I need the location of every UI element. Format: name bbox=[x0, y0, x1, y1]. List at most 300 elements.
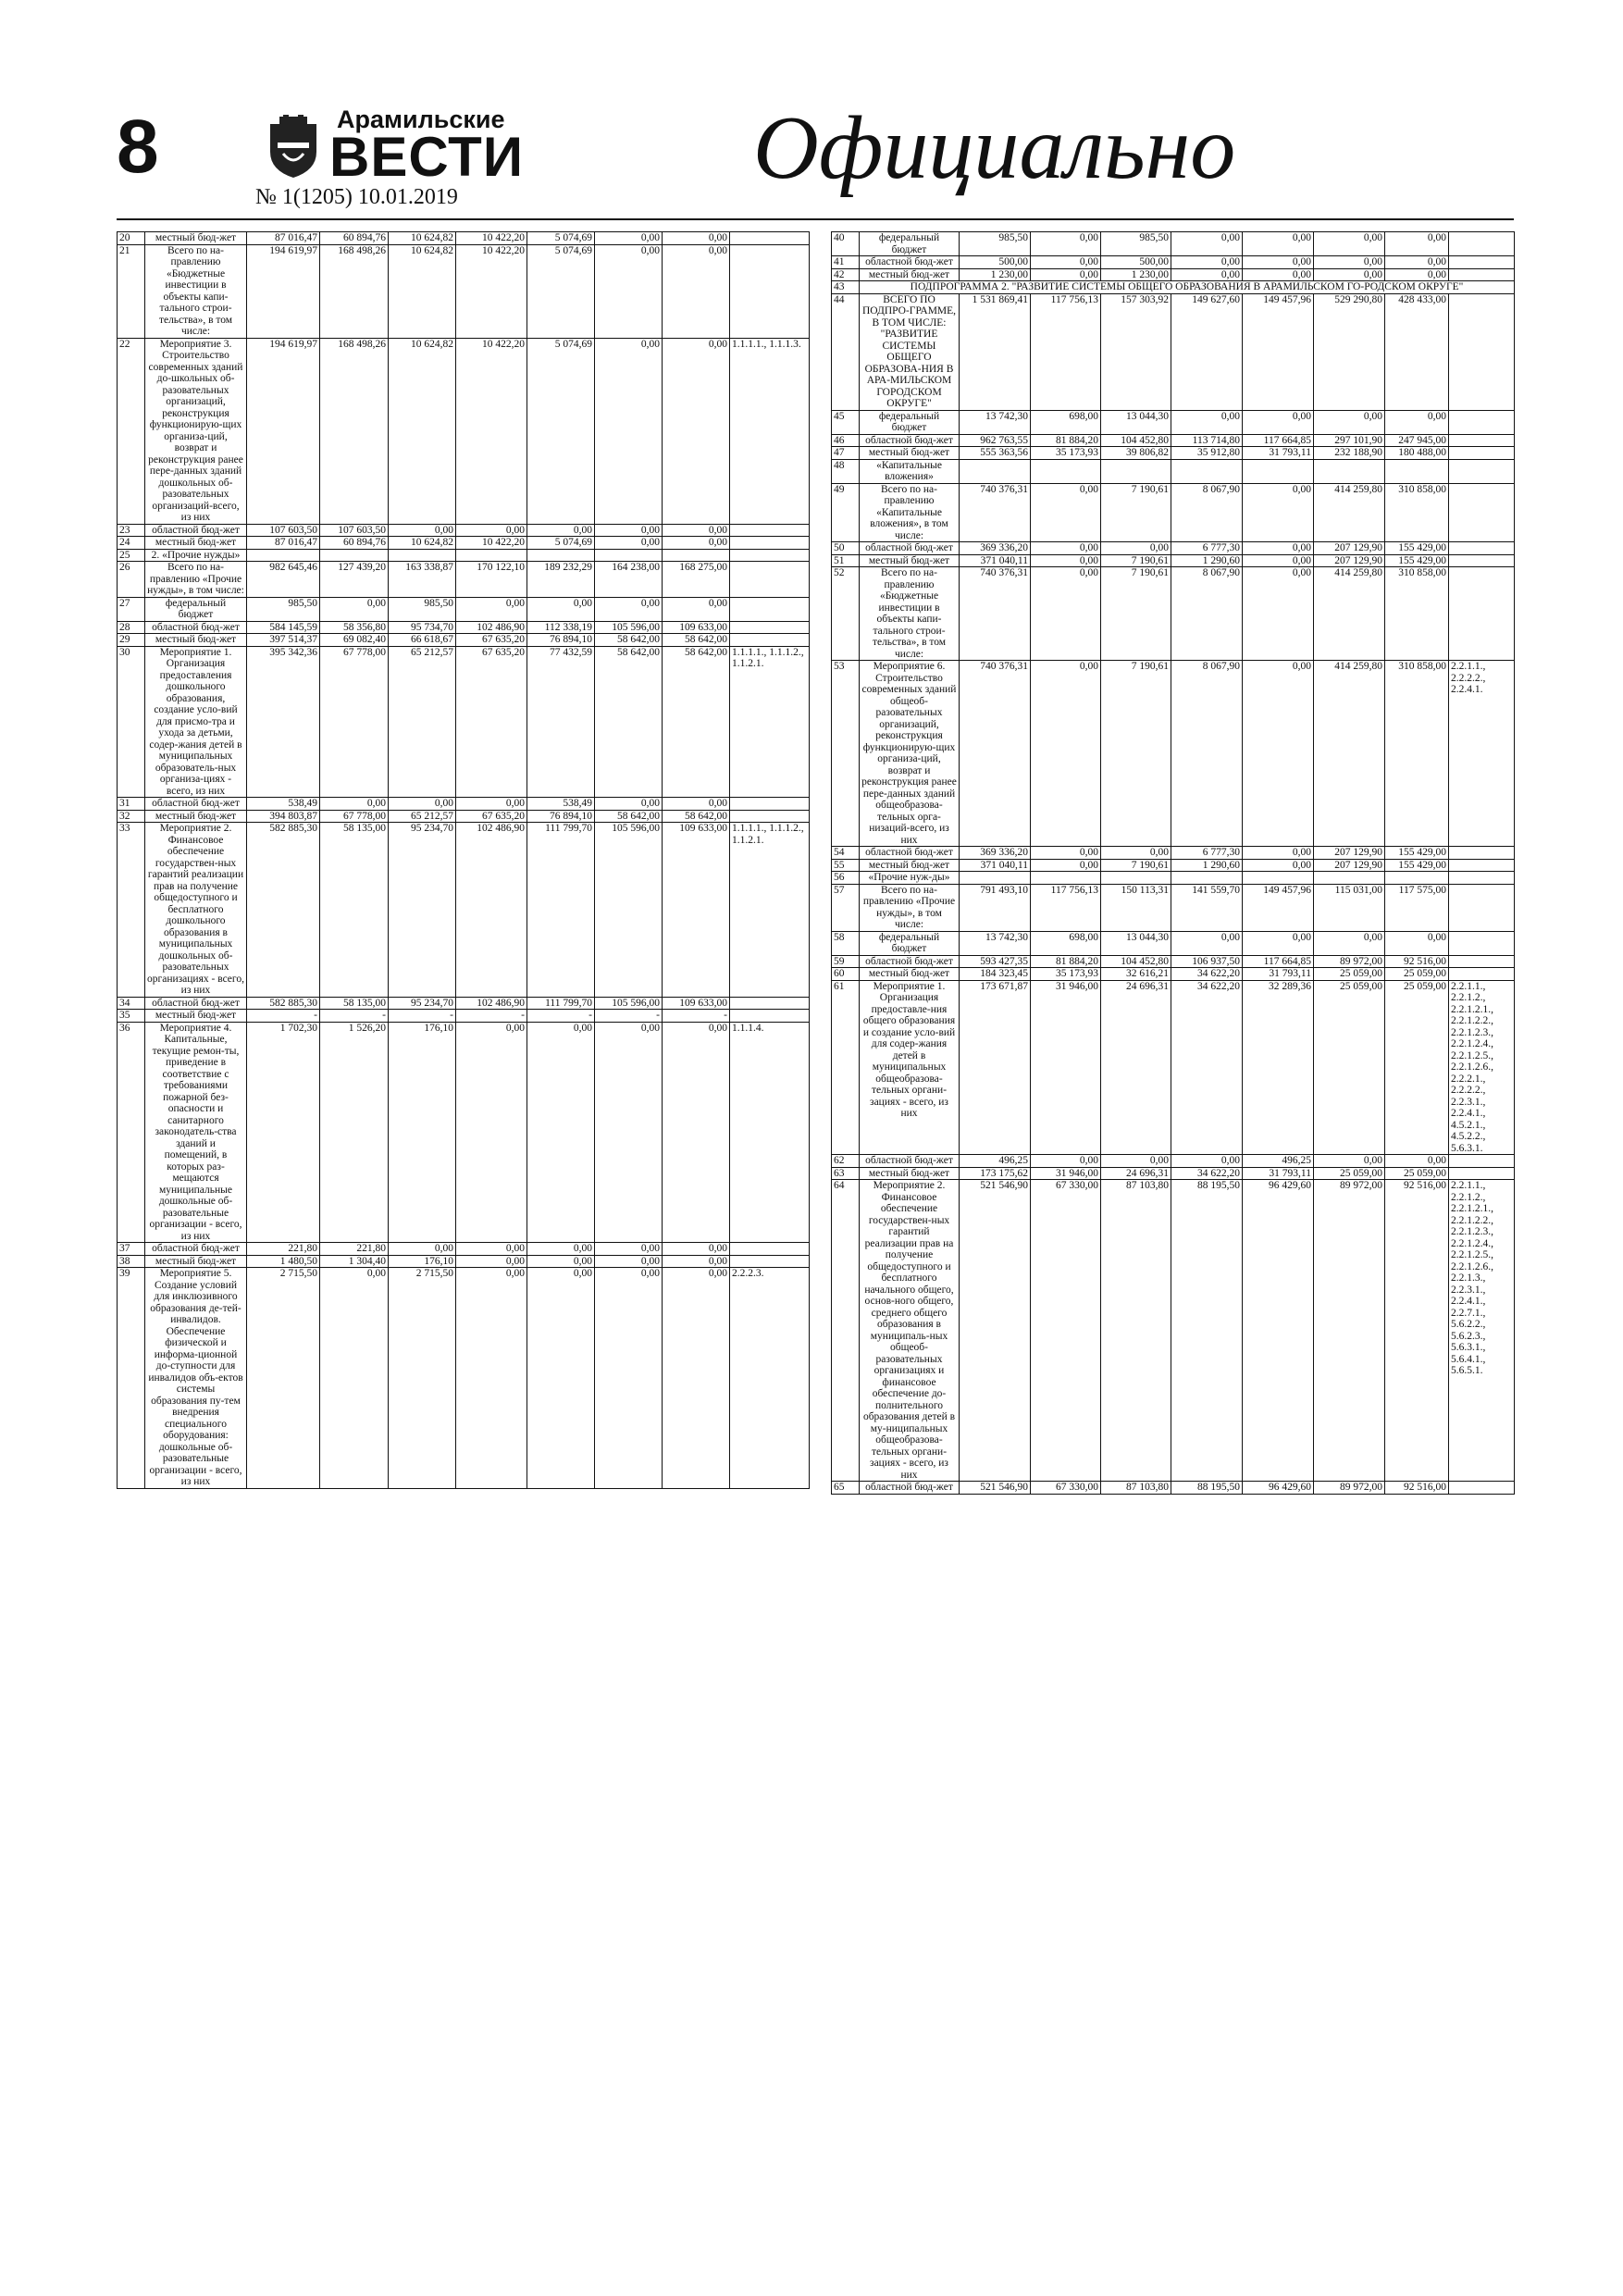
value-cell: 538,49 bbox=[247, 798, 320, 811]
row-name: местный бюд-жет bbox=[145, 634, 247, 647]
reference-cell bbox=[1449, 434, 1515, 447]
value-cell: 65 212,57 bbox=[389, 810, 456, 823]
value-cell: 0,00 bbox=[663, 597, 730, 621]
value-cell: 13 044,30 bbox=[1101, 410, 1171, 434]
reference-cell: 1.1.1.4. bbox=[730, 1022, 810, 1243]
value-cell: 0,00 bbox=[1314, 931, 1385, 955]
value-cell: 105 596,00 bbox=[595, 997, 663, 1010]
value-cell: 117 756,13 bbox=[1031, 884, 1101, 931]
value-cell: 76 894,10 bbox=[527, 634, 595, 647]
row-name: областной бюд-жет bbox=[860, 955, 960, 968]
value-cell: 0,00 bbox=[595, 1022, 663, 1243]
table-row bbox=[118, 621, 810, 634]
value-cell: 529 290,80 bbox=[1314, 293, 1385, 410]
value-cell: 0,00 bbox=[1243, 567, 1314, 661]
value-cell: 395 342,36 bbox=[247, 646, 320, 798]
row-number: 22 bbox=[118, 338, 145, 524]
value-cell: 194 619,97 bbox=[247, 338, 320, 524]
row-number: 33 bbox=[118, 823, 145, 998]
value-cell: 60 894,76 bbox=[320, 537, 389, 550]
value-cell: 7 190,61 bbox=[1101, 483, 1171, 542]
value-cell: 155 429,00 bbox=[1385, 542, 1449, 555]
table-row bbox=[832, 232, 1515, 256]
value-cell: 176,10 bbox=[389, 1022, 456, 1243]
value-cell bbox=[527, 549, 595, 562]
value-cell: 65 212,57 bbox=[389, 646, 456, 798]
value-cell: 81 884,20 bbox=[1031, 955, 1101, 968]
row-name: федеральный бюджет bbox=[860, 232, 960, 256]
reference-cell bbox=[1449, 447, 1515, 460]
value-cell: 117 664,85 bbox=[1243, 955, 1314, 968]
value-cell: 189 232,29 bbox=[527, 562, 595, 598]
value-cell: 10 422,20 bbox=[456, 244, 527, 338]
value-cell: 0,00 bbox=[1243, 410, 1314, 434]
value-cell: 7 190,61 bbox=[1101, 661, 1171, 847]
value-cell: 0,00 bbox=[1385, 931, 1449, 955]
value-cell: 5 074,69 bbox=[527, 338, 595, 524]
table-row bbox=[832, 567, 1515, 661]
row-number: 36 bbox=[118, 1022, 145, 1243]
table-row bbox=[118, 244, 810, 338]
value-cell: 0,00 bbox=[527, 524, 595, 537]
table-row bbox=[832, 293, 1515, 410]
reference-cell bbox=[1449, 268, 1515, 281]
row-name: областной бюд-жет bbox=[860, 434, 960, 447]
row-name: местный бюд-жет bbox=[860, 859, 960, 872]
reference-cell bbox=[1449, 884, 1515, 931]
value-cell: 111 799,70 bbox=[527, 997, 595, 1010]
table-row bbox=[832, 447, 1515, 460]
value-cell: 593 427,35 bbox=[960, 955, 1031, 968]
value-cell: 87 103,80 bbox=[1101, 1482, 1171, 1495]
value-cell bbox=[1243, 459, 1314, 483]
value-cell: 67 330,00 bbox=[1031, 1180, 1101, 1482]
value-cell: 6 777,30 bbox=[1171, 847, 1243, 860]
value-cell: 791 493,10 bbox=[960, 884, 1031, 931]
value-cell bbox=[247, 549, 320, 562]
row-name: областной бюд-жет bbox=[145, 1243, 247, 1256]
value-cell: 69 082,40 bbox=[320, 634, 389, 647]
value-cell: 25 059,00 bbox=[1314, 1167, 1385, 1180]
value-cell: 8 067,90 bbox=[1171, 567, 1243, 661]
value-cell: 105 596,00 bbox=[595, 621, 663, 634]
value-cell: 538,49 bbox=[527, 798, 595, 811]
value-cell: 31 946,00 bbox=[1031, 1167, 1101, 1180]
value-cell: 0,00 bbox=[1243, 661, 1314, 847]
value-cell: 10 624,82 bbox=[389, 537, 456, 550]
value-cell: 10 624,82 bbox=[389, 338, 456, 524]
value-cell: - bbox=[389, 1010, 456, 1023]
value-cell: 740 376,31 bbox=[960, 567, 1031, 661]
value-cell: 109 633,00 bbox=[663, 823, 730, 998]
reference-cell bbox=[1449, 931, 1515, 955]
row-number: 27 bbox=[118, 597, 145, 621]
row-number: 45 bbox=[832, 410, 860, 434]
value-cell: 0,00 bbox=[1385, 232, 1449, 256]
value-cell: 0,00 bbox=[1243, 859, 1314, 872]
value-cell: 168 275,00 bbox=[663, 562, 730, 598]
reference-cell bbox=[1449, 567, 1515, 661]
row-name: Всего по на-правлению «Прочие нужды», в том числе: bbox=[145, 562, 247, 598]
reference-cell bbox=[1449, 859, 1515, 872]
value-cell: 176,10 bbox=[389, 1255, 456, 1268]
value-cell: 0,00 bbox=[389, 1243, 456, 1256]
value-cell: 414 259,80 bbox=[1314, 661, 1385, 847]
value-cell: 10 624,82 bbox=[389, 244, 456, 338]
row-number: 42 bbox=[832, 268, 860, 281]
value-cell: 58 642,00 bbox=[595, 646, 663, 798]
reference-cell bbox=[1449, 847, 1515, 860]
value-cell: 0,00 bbox=[595, 232, 663, 245]
table-row bbox=[118, 562, 810, 598]
value-cell: 5 074,69 bbox=[527, 232, 595, 245]
reference-cell bbox=[1449, 554, 1515, 567]
table-row bbox=[832, 1482, 1515, 1495]
value-cell bbox=[320, 549, 389, 562]
value-cell: 0,00 bbox=[663, 1022, 730, 1243]
reference-cell bbox=[1449, 293, 1515, 410]
row-number: 64 bbox=[832, 1180, 860, 1482]
table-row bbox=[118, 1022, 810, 1243]
value-cell: 92 516,00 bbox=[1385, 1180, 1449, 1482]
value-cell: 0,00 bbox=[389, 524, 456, 537]
value-cell bbox=[389, 549, 456, 562]
value-cell: 221,80 bbox=[247, 1243, 320, 1256]
row-number: 39 bbox=[118, 1268, 145, 1489]
value-cell: 58 642,00 bbox=[663, 646, 730, 798]
table-row bbox=[118, 338, 810, 524]
row-name: «Прочие нуж-ды» bbox=[860, 872, 960, 885]
value-cell: 58 642,00 bbox=[663, 634, 730, 647]
value-cell: 0,00 bbox=[1171, 232, 1243, 256]
value-cell: 87 016,47 bbox=[247, 537, 320, 550]
value-cell: 521 546,90 bbox=[960, 1180, 1031, 1482]
reference-cell bbox=[1449, 872, 1515, 885]
row-name: местный бюд-жет bbox=[860, 968, 960, 981]
value-cell: 58 356,80 bbox=[320, 621, 389, 634]
row-name: 2. «Прочие нужды» bbox=[145, 549, 247, 562]
value-cell: 0,00 bbox=[663, 338, 730, 524]
value-cell: 163 338,87 bbox=[389, 562, 456, 598]
row-number: 41 bbox=[832, 256, 860, 269]
value-cell: 0,00 bbox=[1385, 410, 1449, 434]
value-cell: 0,00 bbox=[1314, 1155, 1385, 1168]
value-cell: 67 778,00 bbox=[320, 646, 389, 798]
row-name: местный бюд-жет bbox=[860, 447, 960, 460]
table-row bbox=[832, 459, 1515, 483]
value-cell: 0,00 bbox=[1171, 1155, 1243, 1168]
row-name: Всего по на-правлению «Бюджетные инвестиции в объекты капи-тального строи-тельства», в том числе: bbox=[860, 567, 960, 661]
value-cell: 0,00 bbox=[1031, 483, 1101, 542]
value-cell: 87 103,80 bbox=[1101, 1180, 1171, 1482]
value-cell: 310 858,00 bbox=[1385, 661, 1449, 847]
row-number: 25 bbox=[118, 549, 145, 562]
table-row bbox=[118, 823, 810, 998]
value-cell: 985,50 bbox=[389, 597, 456, 621]
value-cell: 31 793,11 bbox=[1243, 447, 1314, 460]
reference-cell bbox=[1449, 256, 1515, 269]
table-row bbox=[832, 859, 1515, 872]
value-cell: 35 173,93 bbox=[1031, 968, 1101, 981]
value-cell: 10 422,20 bbox=[456, 537, 527, 550]
value-cell: 740 376,31 bbox=[960, 661, 1031, 847]
row-number: 47 bbox=[832, 447, 860, 460]
value-cell: 60 894,76 bbox=[320, 232, 389, 245]
value-cell: 1 531 869,41 bbox=[960, 293, 1031, 410]
reference-cell bbox=[1449, 410, 1515, 434]
row-name: областной бюд-жет bbox=[860, 1155, 960, 1168]
section-title: Официально bbox=[753, 98, 1236, 198]
value-cell: 155 429,00 bbox=[1385, 554, 1449, 567]
table-row bbox=[832, 872, 1515, 885]
value-cell bbox=[960, 459, 1031, 483]
value-cell: 0,00 bbox=[1171, 410, 1243, 434]
row-name: областной бюд-жет bbox=[145, 621, 247, 634]
value-cell: 0,00 bbox=[456, 597, 527, 621]
reference-cell bbox=[730, 549, 810, 562]
value-cell: 297 101,90 bbox=[1314, 434, 1385, 447]
value-cell: 0,00 bbox=[1031, 847, 1101, 860]
value-cell: 207 129,90 bbox=[1314, 542, 1385, 555]
value-cell: 107 603,50 bbox=[247, 524, 320, 537]
row-name: местный бюд-жет bbox=[145, 232, 247, 245]
value-cell: 8 067,90 bbox=[1171, 483, 1243, 542]
row-number: 55 bbox=[832, 859, 860, 872]
value-cell: 149 457,96 bbox=[1243, 293, 1314, 410]
value-cell: 173 671,87 bbox=[960, 980, 1031, 1155]
reference-cell: 1.1.1.1., 1.1.1.2., 1.1.2.1. bbox=[730, 823, 810, 998]
value-cell: 117 664,85 bbox=[1243, 434, 1314, 447]
value-cell: 985,50 bbox=[247, 597, 320, 621]
value-cell: 67 778,00 bbox=[320, 810, 389, 823]
value-cell: 24 696,31 bbox=[1101, 1167, 1171, 1180]
value-cell: 32 616,21 bbox=[1101, 968, 1171, 981]
value-cell: 170 122,10 bbox=[456, 562, 527, 598]
row-name: Мероприятие 5. Создание условий для инклюзивного образования де-тей-инвалидов. Обеспечение физической и информа-ционной до-ступности для инвалидов объ-ектов системы образования пу-тем внедрения специального оборудования: дошкольные об-разовательные организации - всего, из них bbox=[145, 1268, 247, 1489]
reference-cell bbox=[730, 524, 810, 537]
reference-cell bbox=[730, 997, 810, 1010]
value-cell: 5 074,69 bbox=[527, 537, 595, 550]
value-cell: 25 059,00 bbox=[1314, 968, 1385, 981]
row-number: 34 bbox=[118, 997, 145, 1010]
reference-cell bbox=[1449, 968, 1515, 981]
value-cell: 0,00 bbox=[595, 537, 663, 550]
value-cell: 25 059,00 bbox=[1385, 980, 1449, 1155]
table-row bbox=[118, 549, 810, 562]
row-number: 52 bbox=[832, 567, 860, 661]
value-cell: 0,00 bbox=[1243, 847, 1314, 860]
value-cell: 104 452,80 bbox=[1101, 955, 1171, 968]
value-cell: 0,00 bbox=[456, 1022, 527, 1243]
row-name: областной бюд-жет bbox=[860, 847, 960, 860]
value-cell: 0,00 bbox=[456, 1255, 527, 1268]
row-number: 49 bbox=[832, 483, 860, 542]
value-cell: 0,00 bbox=[1031, 256, 1101, 269]
newspaper-logo bbox=[255, 104, 524, 187]
reference-cell: 2.2.2.3. bbox=[730, 1268, 810, 1489]
table-row bbox=[832, 554, 1515, 567]
reference-cell bbox=[730, 1243, 810, 1256]
value-cell: 88 195,50 bbox=[1171, 1482, 1243, 1495]
row-number: 44 bbox=[832, 293, 860, 410]
value-cell: 247 945,00 bbox=[1385, 434, 1449, 447]
row-name: Мероприятие 1. Организация предоставле-ния общего образования и создание усло-вий для содер-жания детей в муниципальных общеобразова-тельных органи-зациях - всего, из них bbox=[860, 980, 960, 1155]
reference-cell bbox=[1449, 459, 1515, 483]
value-cell: 0,00 bbox=[527, 1243, 595, 1256]
row-name: Всего по на-правлению «Бюджетные инвестиции в объекты капи-тального строи-тельства», в том числе: bbox=[145, 244, 247, 338]
value-cell: 77 432,59 bbox=[527, 646, 595, 798]
value-cell: 13 742,30 bbox=[960, 931, 1031, 955]
value-cell bbox=[1101, 459, 1171, 483]
value-cell: 0,00 bbox=[527, 1255, 595, 1268]
value-cell: 87 016,47 bbox=[247, 232, 320, 245]
table-row bbox=[118, 597, 810, 621]
table-row bbox=[832, 955, 1515, 968]
value-cell: 414 259,80 bbox=[1314, 483, 1385, 542]
value-cell: 58 642,00 bbox=[663, 810, 730, 823]
value-cell: 149 457,96 bbox=[1243, 884, 1314, 931]
value-cell: 113 714,80 bbox=[1171, 434, 1243, 447]
value-cell: 1 290,60 bbox=[1171, 859, 1243, 872]
table-row bbox=[832, 410, 1515, 434]
value-cell: 95 234,70 bbox=[389, 823, 456, 998]
value-cell: 584 145,59 bbox=[247, 621, 320, 634]
table-row bbox=[118, 232, 810, 245]
value-cell: 6 777,30 bbox=[1171, 542, 1243, 555]
value-cell: 96 429,60 bbox=[1243, 1482, 1314, 1495]
reference-cell bbox=[730, 634, 810, 647]
value-cell: - bbox=[456, 1010, 527, 1023]
value-cell: 0,00 bbox=[1171, 268, 1243, 281]
value-cell: 555 363,56 bbox=[960, 447, 1031, 460]
row-number: 56 bbox=[832, 872, 860, 885]
value-cell: 8 067,90 bbox=[1171, 661, 1243, 847]
value-cell: 7 190,61 bbox=[1101, 554, 1171, 567]
value-cell: 1 702,30 bbox=[247, 1022, 320, 1243]
budget-table-left bbox=[117, 231, 810, 1489]
value-cell: 0,00 bbox=[595, 1268, 663, 1489]
value-cell: 7 190,61 bbox=[1101, 859, 1171, 872]
value-cell: 371 040,11 bbox=[960, 554, 1031, 567]
table-row bbox=[118, 1243, 810, 1256]
table-row bbox=[118, 1255, 810, 1268]
value-cell: 0,00 bbox=[1031, 859, 1101, 872]
table-row bbox=[832, 931, 1515, 955]
value-cell: 982 645,46 bbox=[247, 562, 320, 598]
row-number: 60 bbox=[832, 968, 860, 981]
value-cell: 500,00 bbox=[960, 256, 1031, 269]
value-cell: 102 486,90 bbox=[456, 823, 527, 998]
value-cell: 371 040,11 bbox=[960, 859, 1031, 872]
value-cell: 141 559,70 bbox=[1171, 884, 1243, 931]
value-cell: 0,00 bbox=[527, 597, 595, 621]
row-number: 63 bbox=[832, 1167, 860, 1180]
value-cell: 0,00 bbox=[1171, 931, 1243, 955]
value-cell: 0,00 bbox=[595, 524, 663, 537]
reference-cell: 1.1.1.1., 1.1.1.3. bbox=[730, 338, 810, 524]
value-cell: 962 763,55 bbox=[960, 434, 1031, 447]
value-cell: 0,00 bbox=[1314, 410, 1385, 434]
value-cell: 232 188,90 bbox=[1314, 447, 1385, 460]
value-cell: 0,00 bbox=[595, 798, 663, 811]
value-cell bbox=[1101, 872, 1171, 885]
value-cell: 2 715,50 bbox=[389, 1268, 456, 1489]
row-number: 26 bbox=[118, 562, 145, 598]
reference-cell bbox=[730, 1255, 810, 1268]
reference-cell: 2.2.1.1., 2.2.2.2., 2.2.4.1. bbox=[1449, 661, 1515, 847]
value-cell: 180 488,00 bbox=[1385, 447, 1449, 460]
value-cell: 13 044,30 bbox=[1101, 931, 1171, 955]
value-cell: 0,00 bbox=[1101, 1155, 1171, 1168]
reference-cell bbox=[730, 244, 810, 338]
value-cell: 34 622,20 bbox=[1171, 1167, 1243, 1180]
row-number: 50 bbox=[832, 542, 860, 555]
value-cell: 35 912,80 bbox=[1171, 447, 1243, 460]
value-cell bbox=[663, 549, 730, 562]
value-cell: 67 330,00 bbox=[1031, 1482, 1101, 1495]
row-name: ВСЕГО ПО ПОДПРО-ГРАММЕ, В ТОМ ЧИСЛЕ: "РАЗВИТИЕ СИСТЕМЫ ОБЩЕГО ОБРАЗОВА-НИЯ В АРА-МИЛЬСКОМ ГОРОДСКОМ ОКРУГЕ" bbox=[860, 293, 960, 410]
value-cell: 81 884,20 bbox=[1031, 434, 1101, 447]
value-cell: 67 635,20 bbox=[456, 634, 527, 647]
row-number: 38 bbox=[118, 1255, 145, 1268]
row-name: местный бюд-жет bbox=[860, 554, 960, 567]
value-cell: 221,80 bbox=[320, 1243, 389, 1256]
row-number: 57 bbox=[832, 884, 860, 931]
value-cell: 112 338,19 bbox=[527, 621, 595, 634]
value-cell: 104 452,80 bbox=[1101, 434, 1171, 447]
table-row bbox=[832, 483, 1515, 542]
table-row bbox=[832, 434, 1515, 447]
row-number: 23 bbox=[118, 524, 145, 537]
value-cell bbox=[456, 549, 527, 562]
value-cell: 105 596,00 bbox=[595, 823, 663, 998]
value-cell: 0,00 bbox=[1385, 268, 1449, 281]
value-cell: 106 937,50 bbox=[1171, 955, 1243, 968]
table-row bbox=[118, 1010, 810, 1023]
value-cell: 207 129,90 bbox=[1314, 859, 1385, 872]
value-cell: 1 290,60 bbox=[1171, 554, 1243, 567]
row-name: областной бюд-жет bbox=[145, 524, 247, 537]
value-cell: 25 059,00 bbox=[1385, 968, 1449, 981]
value-cell: 31 793,11 bbox=[1243, 1167, 1314, 1180]
row-name: местный бюд-жет bbox=[145, 537, 247, 550]
table-row bbox=[118, 537, 810, 550]
value-cell: 109 633,00 bbox=[663, 621, 730, 634]
reference-cell bbox=[730, 621, 810, 634]
value-cell: 0,00 bbox=[595, 1255, 663, 1268]
row-number: 43 bbox=[832, 281, 860, 294]
row-name: Мероприятие 2. Финансовое обеспечение государствен-ных гарантий реализации прав на получение общедоступного и бесплатного дошкольного образования в муниципальных дошкольных об-разовательных организациях - всего, из них bbox=[145, 823, 247, 998]
value-cell: 39 806,82 bbox=[1101, 447, 1171, 460]
value-cell: 194 619,97 bbox=[247, 244, 320, 338]
value-cell: 96 429,60 bbox=[1243, 1180, 1314, 1482]
row-number: 32 bbox=[118, 810, 145, 823]
row-name: областной бюд-жет bbox=[145, 798, 247, 811]
reference-cell bbox=[730, 798, 810, 811]
reference-cell bbox=[730, 537, 810, 550]
reference-cell bbox=[730, 232, 810, 245]
value-cell: 10 422,20 bbox=[456, 232, 527, 245]
value-cell: 32 289,36 bbox=[1243, 980, 1314, 1155]
value-cell: 521 546,90 bbox=[960, 1482, 1031, 1495]
value-cell: 92 516,00 bbox=[1385, 955, 1449, 968]
value-cell: 0,00 bbox=[527, 1268, 595, 1489]
value-cell: 0,00 bbox=[1031, 661, 1101, 847]
reference-cell: 1.1.1.1., 1.1.1.2., 1.1.2.1. bbox=[730, 646, 810, 798]
value-cell: 5 074,69 bbox=[527, 244, 595, 338]
table-row bbox=[118, 634, 810, 647]
coat-of-arms-icon bbox=[265, 115, 322, 180]
